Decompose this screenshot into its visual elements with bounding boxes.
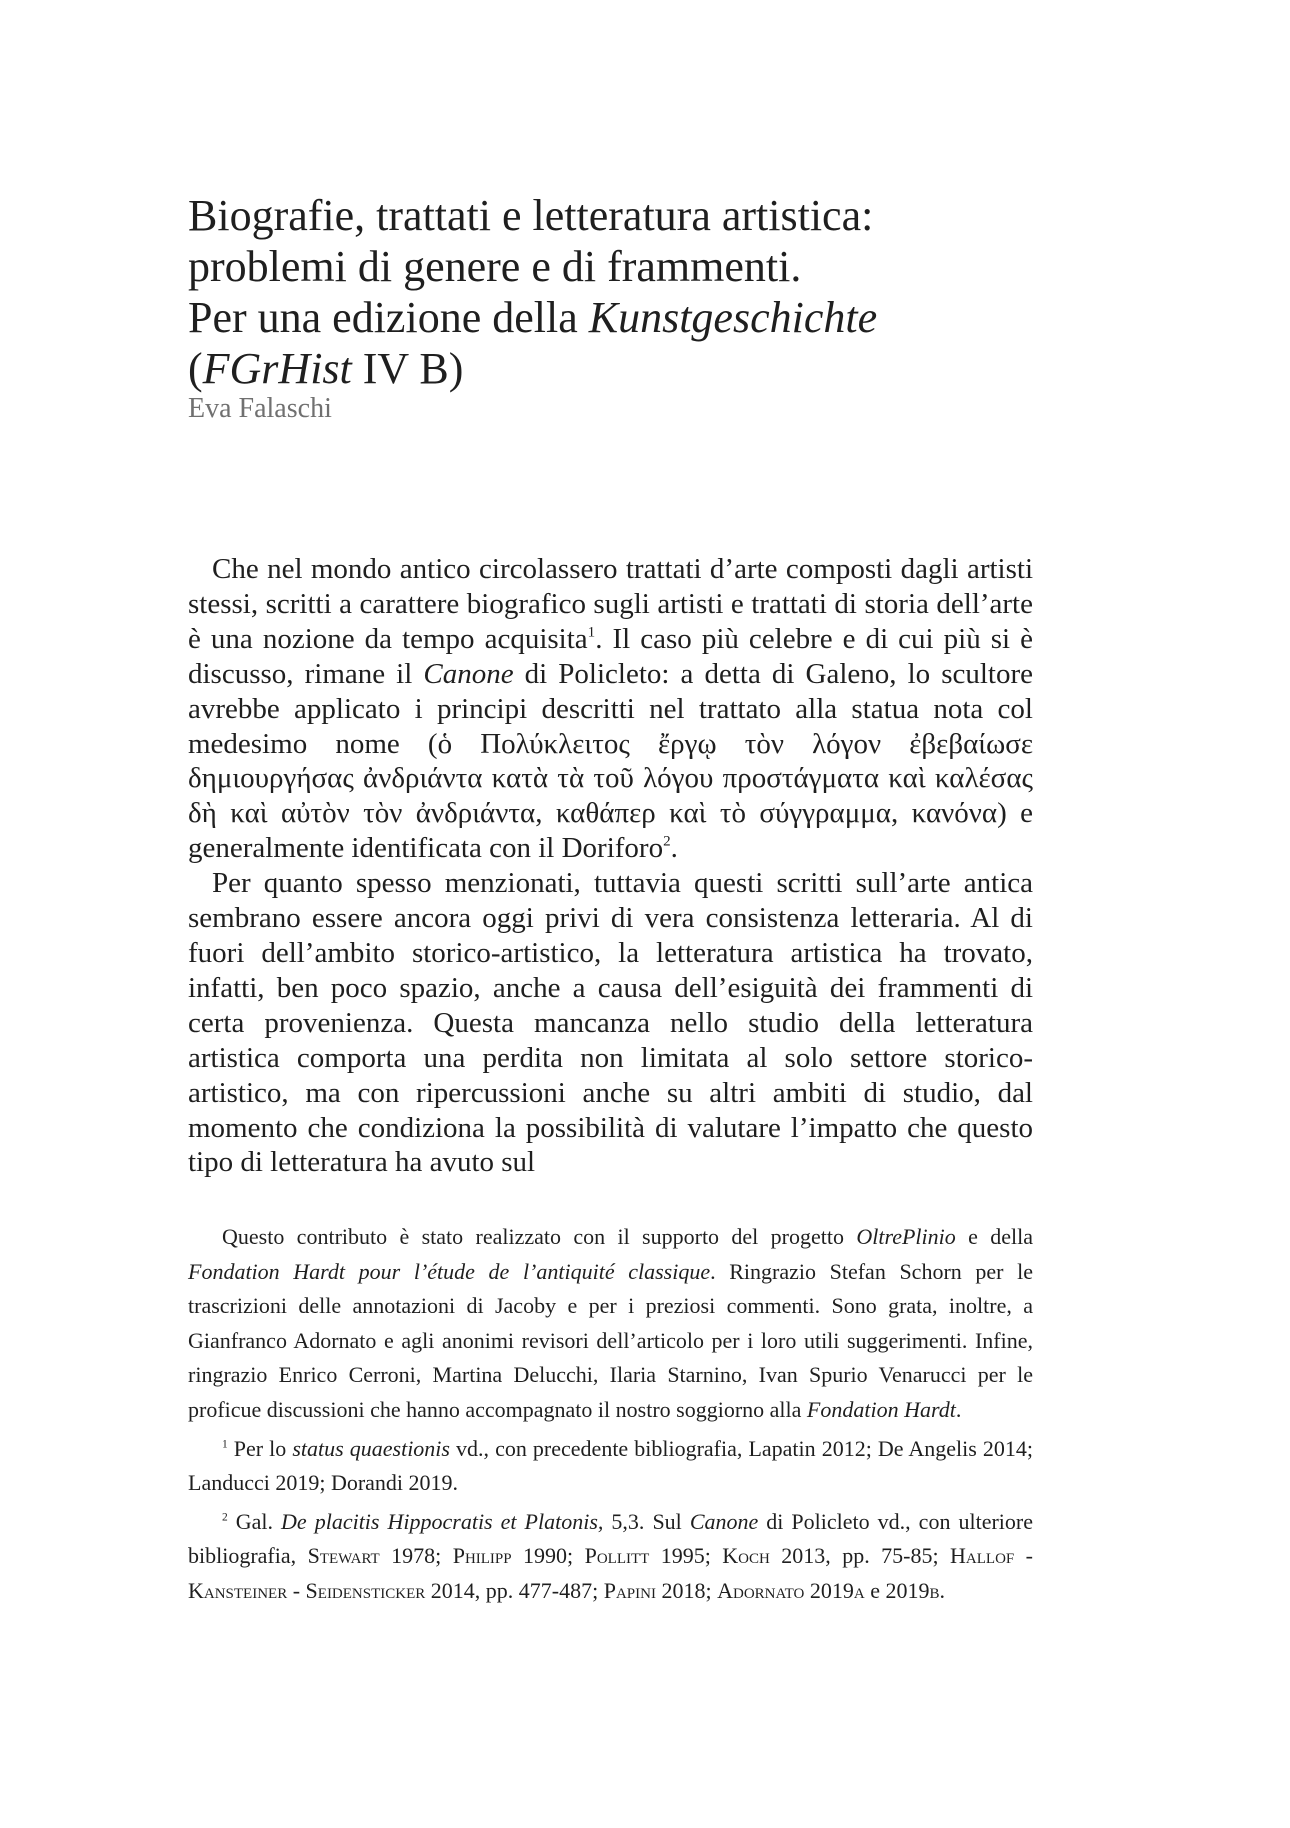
- footnote-text: , pp. 477-487;: [474, 1577, 604, 1603]
- italic-de-placitis: De placitis Hippocratis et Platonis,: [281, 1508, 604, 1534]
- citation-hallof: Hallof - Kansteiner - Seidensticker 2014: [188, 1543, 1034, 1603]
- title-line-2: problemi di genere e di frammenti.: [188, 242, 802, 291]
- footnote-text: .: [939, 1577, 945, 1603]
- footnote-text: ;: [435, 1543, 453, 1569]
- footnote-1: [188, 1432, 1033, 1501]
- body-paragraph-2: Per quanto spesso menzionati, tuttavia questi scritti sull’arte antica sembrano essere ancora oggi privi di vera consistenza letteraria. Al di fuori dell’ambito storico-artistico, la letteratura artistica ha trovato, infatti, ben poco spazio, anche a causa dell’esiguità dei frammenti di certa provenienza. Questa mancanza nello studio della letteratura artistica comporta una perdita non limitata al solo settore storico-artistico, ma con ripercussioni anche su altri ambiti di studio, dal momento che condiziona la possibilità di valutare l’impatto che questo tipo di letteratura ha avuto sul: [188, 867, 1033, 1179]
- footnote-text: 5,3. Sul: [603, 1508, 690, 1534]
- citation-adornato-b: 2019b: [885, 1577, 940, 1603]
- italic-fondation-hardt: Fondation Hardt: [806, 1396, 956, 1422]
- footnote-text: Gal.: [227, 1508, 282, 1534]
- paragraph-text: . Il caso più celebre e di cui più si è discusso, rimane il: [188, 622, 1033, 690]
- footnote-text: Questo contributo è stato realizzato con il supporto del progetto: [222, 1224, 857, 1249]
- footnote-ref-2[interactable]: 2: [663, 833, 671, 850]
- italic-status-quaestionis: status quaestionis: [292, 1435, 450, 1461]
- footnote-2: [188, 1505, 1033, 1609]
- footnote-text: , pp. 75-85;: [825, 1543, 951, 1569]
- footnote-text: di Policleto vd., con ulteriore bibliografia,: [188, 1508, 1033, 1569]
- italic-fondation-hardt-full: Fondation Hardt pour l’étude de l’antiquité classique: [188, 1258, 711, 1284]
- author-name: Eva Falaschi: [188, 393, 332, 424]
- citation-pollitt: Pollitt 1995: [584, 1543, 705, 1569]
- title-paren-open: (: [188, 344, 203, 393]
- body-text: [188, 552, 1033, 1180]
- footnote-text: ;: [567, 1543, 585, 1569]
- footnote-text: Per lo: [227, 1435, 293, 1461]
- italic-canone: Canone: [423, 657, 514, 690]
- citation-koch: Koch 2013: [722, 1543, 826, 1569]
- title-volume: IV B): [351, 344, 464, 393]
- footnote-text: . Ringrazio Stefan Schorn per le trascrizioni delle annotazioni di Jacoby e per i preziosi commenti. Sono grata, inoltre, a Gianfranco Adornato e agli anonimi revisori dell’articolo per i loro utili suggerimenti. Infine, ringrazio Enrico Cerroni, Martina Delucchi, Ilaria Starnino, Ivan Spurio Venarucci per le proficue discussioni che hanno accompagnato il nostro soggiorno alla: [188, 1258, 1033, 1422]
- title-line-3: [188, 292, 928, 343]
- article-title: [188, 190, 928, 394]
- footnote-text: ;: [704, 1543, 723, 1569]
- body-paragraph-1: [188, 552, 1033, 866]
- italic-oltreplinio: OltrePlinio: [856, 1224, 956, 1249]
- paragraph-text: Che nel mondo antico circolassero trattati d’arte composti dagli artisti stessi, scritti a carattere biografico sugli artisti e trattati di storia dell’arte è una nozione da tempo acquisita: [188, 553, 1033, 655]
- paragraph-text: .: [670, 832, 678, 865]
- footnotes: [188, 1220, 1033, 1609]
- footnote-text: ;: [705, 1577, 718, 1603]
- title-italic-kunstgeschichte: Kunstgeschichte: [588, 293, 878, 342]
- title-line-4: [188, 343, 928, 394]
- footnote-ref-1[interactable]: 1: [587, 624, 596, 641]
- citation-adornato: Adornato 2019a: [717, 1577, 865, 1603]
- footnote-text: .: [955, 1396, 962, 1422]
- footnote-number-2: 2: [222, 1511, 228, 1524]
- footnote-acknowledgement: [188, 1220, 1033, 1428]
- citation-papini: Papini 2018: [603, 1577, 706, 1603]
- citation-philipp: Philipp 1990: [452, 1543, 568, 1569]
- citation-stewart: Stewart 1978: [307, 1543, 436, 1569]
- footnote-number-1: 1: [222, 1437, 228, 1450]
- footnote-text: e: [864, 1577, 886, 1603]
- footnote-text: e della: [955, 1224, 1033, 1249]
- title-text: Per una edizione della: [188, 293, 589, 342]
- footnote-text: vd., con precedente bibliografia, Lapatin 2012; De Angelis 2014; Landucci 2019; Dorandi 2019.: [188, 1435, 1033, 1496]
- paragraph-text: di Policleto: a detta di Galeno, lo scultore avrebbe applicato i principi descritti nel trattato alla statua nota col medesimo nome (ὁ Πολύκλειτος ἔργῳ τὸν λόγον ἐβεβαίωσε δημιουργήσας ἀνδριάντα κατὰ τὰ τοῦ λόγου προστάγματα καὶ καλέσας δὴ καὶ αὐτὸν τὸν ἀνδριάντα, καθάπερ καὶ τὸ σύγγραμμα, κανόνα) e generalmente identificata con il Doriforo: [188, 657, 1033, 865]
- title-italic-fgrhist: FGrHist: [202, 344, 352, 393]
- italic-canone: Canone: [689, 1508, 759, 1534]
- title-line-1: Biografie, trattati e letteratura artistica:: [188, 191, 874, 240]
